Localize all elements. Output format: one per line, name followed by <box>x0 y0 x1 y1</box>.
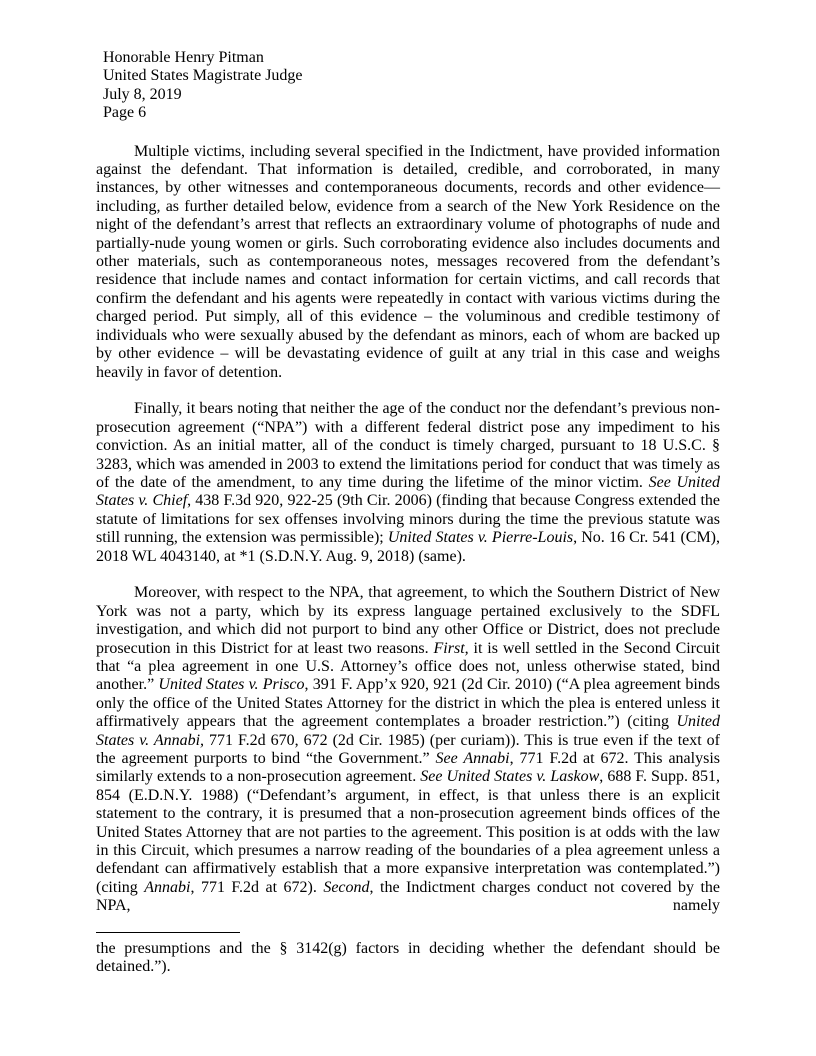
paragraph-victims-evidence: Multiple victims, including several specified in the Indictment, have provided information against the defendant. That information is detailed, credible, and corroborated, in many instances, by other witnesses and contemporaneous documents, records and other evidence—including, as further detailed below, evidence from a search of the New York Residence on the night of the defendant’s arrest that reflects an extraordinary volume of photographs of nude and partially-nude young women or girls. Such corroborating evidence also includes documents and other materials, such as contemporaneous notes, messages recovered from the defendant’s residence that include names and contact information for certain victims, and call records that confirm the defendant and his agents were repeatedly in contact with various victims during the charged period. Put simply, all of this evidence – the voluminous and credible testimony of individuals who were sexually abused by the defendant as minors, each of whom are backed up by other evidence – will be devastating evidence of guilt at any trial in this case and weighs heavily in favor of detention. <box>96 142 720 381</box>
letter-date: July 8, 2019 <box>103 85 182 103</box>
paragraph-npa-analysis: Moreover, with respect to the NPA, that agreement, to which the Southern District of New York was not a party, which by its express language pertained exclusively to the SDFL investigation, and which did not purport to bind any other Office or District, does not preclude prosecution in this District for at least two reasons. First, it is well settled in the Second Circuit that “a plea agreement in one U.S. Attorney’s office does not, unless otherwise stated, bind another.” United States v. Prisco, 391 F. App’x 920, 921 (2d Cir. 2010) (“A plea agreement binds only the office of the United States Attorney for the district in which the plea is entered unless it affirmatively appears that the agreement contemplates a broader restriction.”) (citing United States v. Annabi, 771 F.2d 670, 672 (2d Cir. 1985) (per curiam)). This is true even if the text of the agreement purports to bind “the Government.” See Annabi, 771 F.2d at 672. This analysis similarly extends to a non-prosecution agreement. See United States v. Laskow, 688 F. Supp. 851, 854 (E.D.N.Y. 1988) (“Defendant’s argument, in effect, is that unless there is an explicit statement to the contrary, it is presumed that a non-prosecution agreement binds offices of the United States Attorney that are not parties to the agreement. This position is at odds with the law in this Circuit, which presumes a narrow reading of the boundaries of a plea agreement unless a defendant can affirmatively establish that a more expansive interpretation was contemplated.”) (citing Annabi, 771 F.2d at 672). Second, the Indictment charges conduct not covered by the NPA, namely <box>96 584 721 915</box>
letter-header <box>103 49 720 123</box>
paragraph-timeliness-npa: Finally, it bears noting that neither the age of the conduct nor the defendant’s previous non-prosecution agreement (“NPA”) with a different federal district pose any impediment to his conviction. As an initial matter, all of the conduct is timely charged, pursuant to 18 U.S.C. § 3283, which was amended in 2003 to extend the limitations period for conduct that was timely as of the date of the amendment, to any time during the lifetime of the minor victim. See United States v. Chief, 438 F.3d 920, 922-25 (9th Cir. 2006) (finding that because Congress extended the statute of limitations for sex offenses involving minors during the time the previous statute was still running, the extension was permissible); United States v. Pierre-Louis, No. 16 Cr. 541 (CM), 2018 WL 4043140, at *1 (S.D.N.Y. Aug. 9, 2018) (same). <box>96 400 721 565</box>
recipient-name: Honorable Henry Pitman <box>103 49 264 66</box>
recipient-title: United States Magistrate Judge <box>103 67 303 85</box>
page-number: Page 6 <box>103 104 147 122</box>
footnote-separator <box>96 932 240 933</box>
letter-body <box>96 143 720 916</box>
footnote-block <box>96 932 720 977</box>
footnote-text: the presumptions and the § 3142(g) factors in deciding whether the defendant should be detained.”). <box>96 939 720 976</box>
